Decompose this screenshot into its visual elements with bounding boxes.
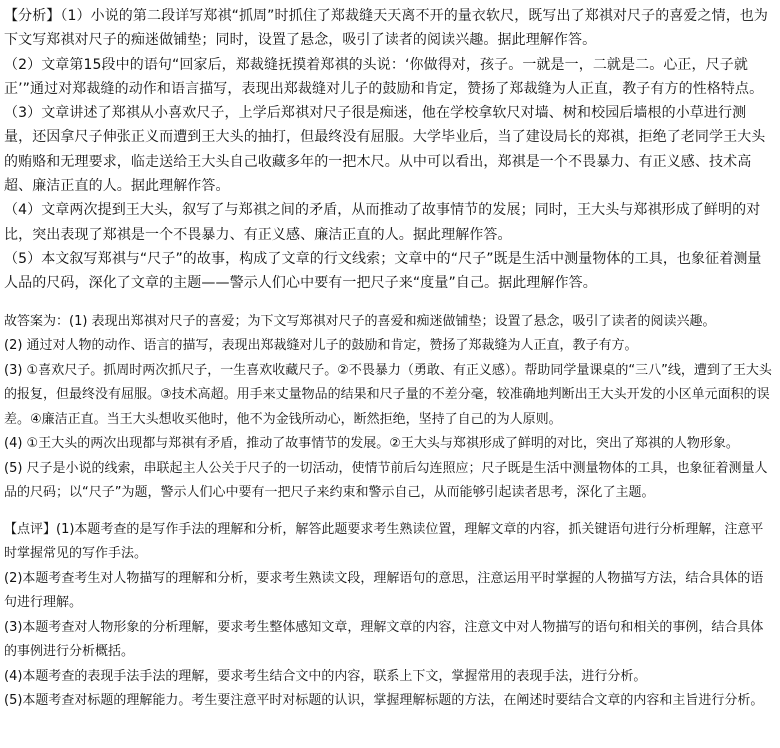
answer-section (4, 310, 774, 506)
analysis-paragraph-3: （3）文章讲述了郑祺从小喜欢尺子，上学后郑祺对尺子很是痴迷，他在学校拿软尺对墙、树和校园后墙根的小草进行测量，还因拿尺子伸张正义而遭到王大头的抽打，但最终没有屈服。大学毕业后，当了建设局长的郑祺，拒绝了老同学王大头的贿赂和无理要求，临走送给王大头自己收藏多年的一把木尺。从中可以看出，郑祺是一个不畏暴力、有正义感、技术高超、廉洁正直的人。据此理解作答。 (4, 105, 766, 195)
analysis-paragraph-1: 【分析】（1）小说的第二段详写郑祺“抓周”时抓住了郑裁缝天天离不开的量衣软尺，既写出了郑祺对尺子的喜爱之情，也为下文写郑祺对尺子的痴迷做铺垫；同时，设置了悬念，吸引了读者的阅读兴趣。据此理解作答。 (4, 8, 769, 49)
analysis-paragraph-5: （5）本文叙写郑祺与“尺子”的故事，构成了文章的行文线索；文章中的“尺子”既是生活中测量物体的工具，也象征着测量人品的尺码，深化了文章的主题——警示人们心中要有一把尺子来“度量”自己。据此理解作答。 (4, 250, 762, 292)
comment-paragraph-3: (3)本题考查对人物形象的分析理解，要求考生整体感知文章，理解文章的内容，注意文中对人物描写的语句和相关的事例，结合具体的事例进行分析概括。 (4, 619, 764, 660)
comment-paragraph-5: (5)本题考查对标题的理解能力。考生要注意平时对标题的认识，掌握理解标题的方法，在阐述时要结合文章的内容和主旨进行分析。 (4, 693, 764, 709)
answer-paragraph-3: (3) ①喜欢尺子。抓周时两次抓尺子，一生喜欢收藏尺子。②不畏暴力（勇敢、有正义感）。帮助同学量课桌的“三八”线，遭到了王大头的报复，但最终没有屈服。③技术高超。用手来丈量物品的结果和尺子量的不差分毫，较准确地判断出王大头开发的小区单元面积的误差。④廉洁正直。当王大头想收买他时，他不为金钱所动心，断然拒绝，坚持了自己的为人原则。 (4, 362, 772, 427)
comment-paragraph-1: 【点评】(1)本题考查的是写作手法的理解和分析，解答此题要求考生熟读位置，理解文章的内容，抓关键语句进行分析理解，注意平时掌握常见的写作手法。 (4, 521, 764, 562)
comment-paragraph-2: (2)本题考查考生对人物描写的理解和分析，要求考生熟读文段，理解语句的意思，注意运用平时掌握的人物描写方法，结合具体的语句进行理解。 (4, 570, 764, 611)
answer-paragraph-5: (5) 尺子是小说的线索，串联起主人公关于尺子的一切活动，使情节前后勾连照应；尺子既是生活中测量物体的工具，也象征着测量人品的尺码；以“尺子”为题，警示人们心中要有一把尺子来约束和警示自己，从而能够引起读者思考，深化了主题。 (4, 460, 768, 501)
answer-paragraph-2: (2) 通过对人物的动作、语言的描写，表现出郑裁缝对儿子的鼓励和肯定，赞扬了郑裁缝为人正直，教子有方。 (4, 338, 638, 354)
comment-paragraph-4: (4)本题考查的表现手法手法的理解，要求考生结合文中的内容，联系上下文，掌握常用的表现手法，进行分析。 (4, 668, 647, 684)
answer-paragraph-4: (4) ①王大头的两次出现都与郑祺有矛盾，推动了故事情节的发展。②王大头与郑祺形成了鲜明的对比，突出了郑祺的人物形象。 (4, 436, 739, 452)
analysis-section (4, 4, 774, 296)
analysis-paragraph-2: （2）文章第15段中的语句“回家后，郑裁缝抚摸着郑祺的头说：‘你做得对，孩子。一就是一，二就是二。心正，尺子就正’”通过对郑裁缝的动作和语言描写，表现出郑裁缝对儿子的鼓励和肯定，赞扬了郑裁缝为人正直，教子有方的性格特点。 (4, 56, 764, 97)
comment-section (4, 518, 774, 714)
analysis-paragraph-4: （4）文章两次提到王大头，叙写了与郑祺之间的矛盾，从而推动了故事情节的发展；同时，王大头与郑祺形成了鲜明的对比，突出表现了郑祺是一个不畏暴力、有正义感、廉洁正直的人。据此理解作答。 (4, 202, 761, 243)
answer-paragraph-1: 故答案为：(1) 表现出郑祺对尺子的喜爱；为下文写郑祺对尺子的喜爱和痴迷做铺垫；设置了悬念，吸引了读者的阅读兴趣。 (4, 313, 716, 329)
